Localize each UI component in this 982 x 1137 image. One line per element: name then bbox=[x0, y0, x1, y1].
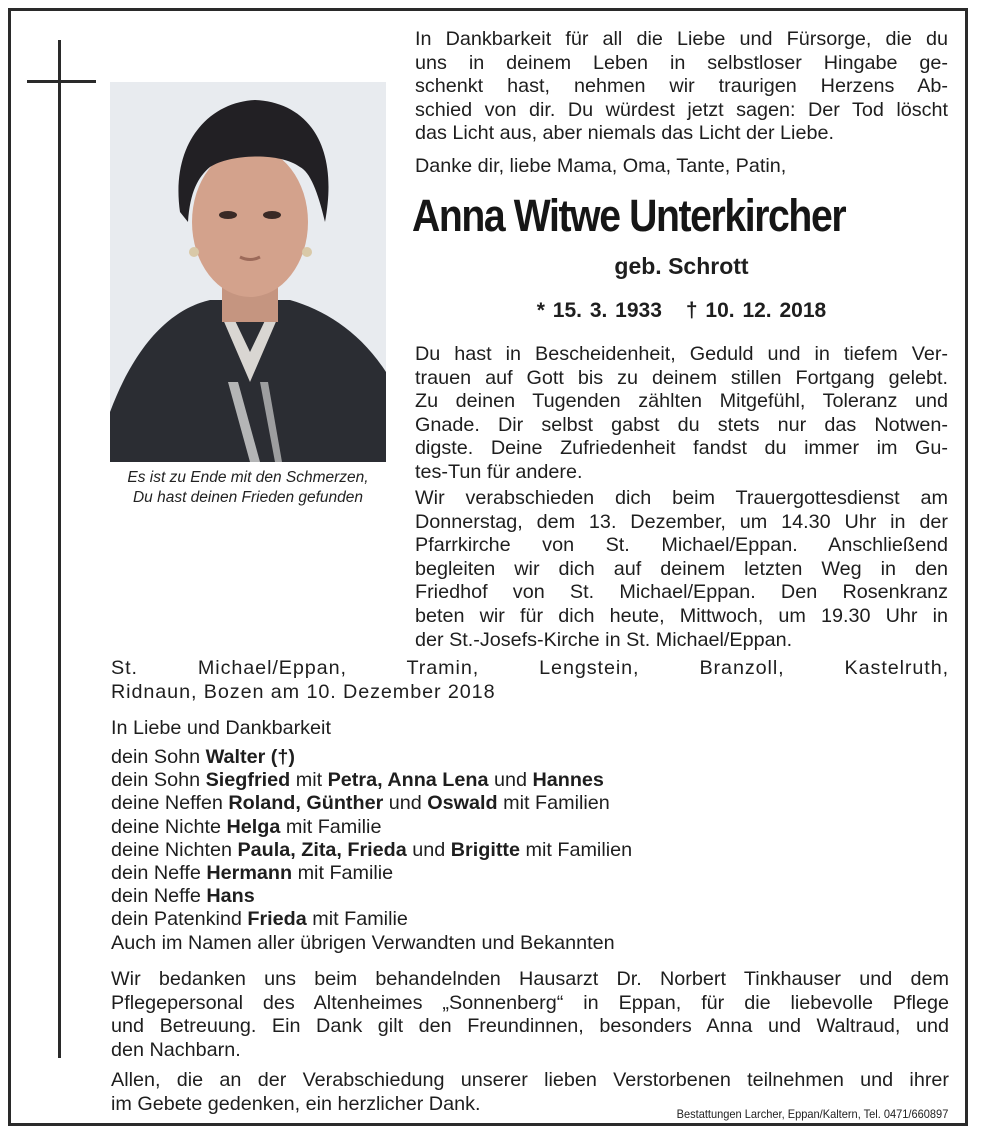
mourner-relation: und bbox=[406, 838, 451, 861]
intro-paragraph: In Dankbarkeit für all die Liebe und Fürsorge, die du uns in deinem Leben in selbstloser Hingabe ge- schenkt hast, nehmen wir traurigen Herzens Ab- schied von dir. Du würdest jetzt sagen: Der Tod löscht das Licht aus, aber niemals das Licht der Liebe. bbox=[415, 28, 948, 145]
mourner-relation: mit Familie bbox=[306, 908, 408, 931]
mourner-relation: mit Familie bbox=[292, 862, 394, 885]
mourner-name: Helga bbox=[226, 815, 281, 838]
mourner-relation: und bbox=[488, 769, 533, 792]
mourner-line bbox=[111, 746, 632, 769]
mourner-relation: dein Patenkind bbox=[111, 908, 248, 931]
virtues-paragraph: Du hast in Bescheidenheit, Geduld und in tiefem Ver- trauen auf Gott bis zu deinem stillen Fortgang gelebt. Zu deinen Tugenden zählten Mitgefühl, Toleranz und Gnade. Dir selbst gabst du stets nur das Notwen- digste. Deine Zufriedenheit fandst du immer im Gu- tes-Tun für andere. bbox=[415, 343, 948, 483]
mourner-relation: dein Neffe bbox=[111, 862, 207, 885]
photo-caption: Es ist zu Ende mit den Schmerzen, Du hast deinen Frieden gefunden bbox=[127, 469, 369, 506]
life-dates bbox=[415, 297, 948, 325]
funeral-paragraph: Wir verabschieden dich beim Trauergottesdienst am Donnerstag, dem 13. Dezember, um 14.30 Uhr in der Pfarrkirche von St. Michael/Eppan. Anschließend begleiten wir dich auf deinem letzten Weg in den Friedhof von St. Michael/Eppan. Den Rosenkranz beten wir für dich heute, Mittwoch, um 19.30 Uhr in der St.-Josefs-Kirche in St. Michael/Eppan. bbox=[415, 487, 948, 651]
closing-paragraph: Allen, die an der Verabschiedung unserer lieben Verstorbenen teilnehmen und ihrer im Gebete gedenken, ein herzlicher Dank. bbox=[111, 1069, 949, 1115]
birth-date: * 15. 3. 1933 bbox=[536, 299, 662, 322]
mourner-relation: dein Sohn bbox=[111, 769, 206, 792]
places-and-date: St. Michael/Eppan, Tramin, Lengstein, Branzoll, Kastelruth, Ridnaun, Bozen am 10. Dezember 2018 bbox=[111, 657, 949, 703]
mourner-name: Petra, Anna Lena bbox=[327, 769, 489, 792]
mourner-relation: dein Neffe bbox=[111, 885, 207, 908]
thanks-paragraph: Wir bedanken uns beim behandelnden Hausarzt Dr. Norbert Tinkhauser und dem Pflegepersonal des Altenheimes „Sonnenberg“ in Eppan, für die liebevolle Pflege und Betreuung. Ein Dank gilt den Freundinnen, besonders Anna und Waltraud, und den Nachbarn. bbox=[111, 968, 949, 1061]
cross-icon-horizontal bbox=[27, 80, 96, 83]
portrait-photo bbox=[110, 82, 386, 462]
mourner-relation: deine Nichte bbox=[111, 815, 227, 838]
maiden-name: geb. Schrott bbox=[614, 253, 749, 279]
mourner-relation: Auch im Namen aller übrigen Verwandten und Bekannten bbox=[111, 931, 615, 954]
mourner-relation: deine Nichten bbox=[111, 838, 238, 861]
mourner-line bbox=[111, 932, 632, 955]
mourner-name: Brigitte bbox=[450, 838, 520, 861]
mourner-relation: und bbox=[383, 792, 428, 815]
funeral-home-credit: Bestattungen Larcher, Eppan/Kaltern, Tel. 0471/660897 bbox=[676, 1107, 948, 1121]
mourner-name: Paula, Zita, Frieda bbox=[237, 838, 407, 861]
cross-icon-vertical bbox=[58, 40, 61, 1058]
mourner-name: Siegfried bbox=[205, 769, 291, 792]
deceased-name: Anna Witwe Unterkircher bbox=[412, 190, 846, 241]
mourner-relation: dein Sohn bbox=[111, 746, 206, 768]
love-gratitude-line: In Liebe und Dankbarkeit bbox=[111, 717, 331, 739]
mourner-relation: mit Familie bbox=[280, 815, 382, 838]
mourner-line bbox=[111, 792, 632, 815]
mourner-relation: mit Familien bbox=[497, 792, 610, 815]
mourner-line bbox=[111, 862, 632, 885]
mourner-line bbox=[111, 769, 632, 792]
mourner-line bbox=[111, 839, 632, 862]
mourner-name: Hermann bbox=[206, 862, 293, 885]
mourner-relation: mit bbox=[290, 769, 328, 792]
mourner-line bbox=[111, 908, 632, 931]
mourner-name: Frieda bbox=[247, 908, 307, 931]
mourner-relation: deine Neffen bbox=[111, 792, 229, 815]
mourners-list bbox=[111, 746, 632, 955]
mourner-line bbox=[111, 885, 632, 908]
mourner-name: Roland, Günther bbox=[228, 792, 384, 815]
death-date: † 10. 12. 2018 bbox=[685, 299, 827, 322]
mourner-name: Walter (†) bbox=[205, 746, 295, 768]
mourner-relation: mit Familien bbox=[520, 838, 633, 861]
mourner-name: Hannes bbox=[532, 769, 604, 792]
mourner-name: Oswald bbox=[427, 792, 498, 815]
mourner-line bbox=[111, 816, 632, 839]
mourner-name: Hans bbox=[206, 885, 255, 908]
thanks-greeting: Danke dir, liebe Mama, Oma, Tante, Patin, bbox=[415, 155, 787, 177]
